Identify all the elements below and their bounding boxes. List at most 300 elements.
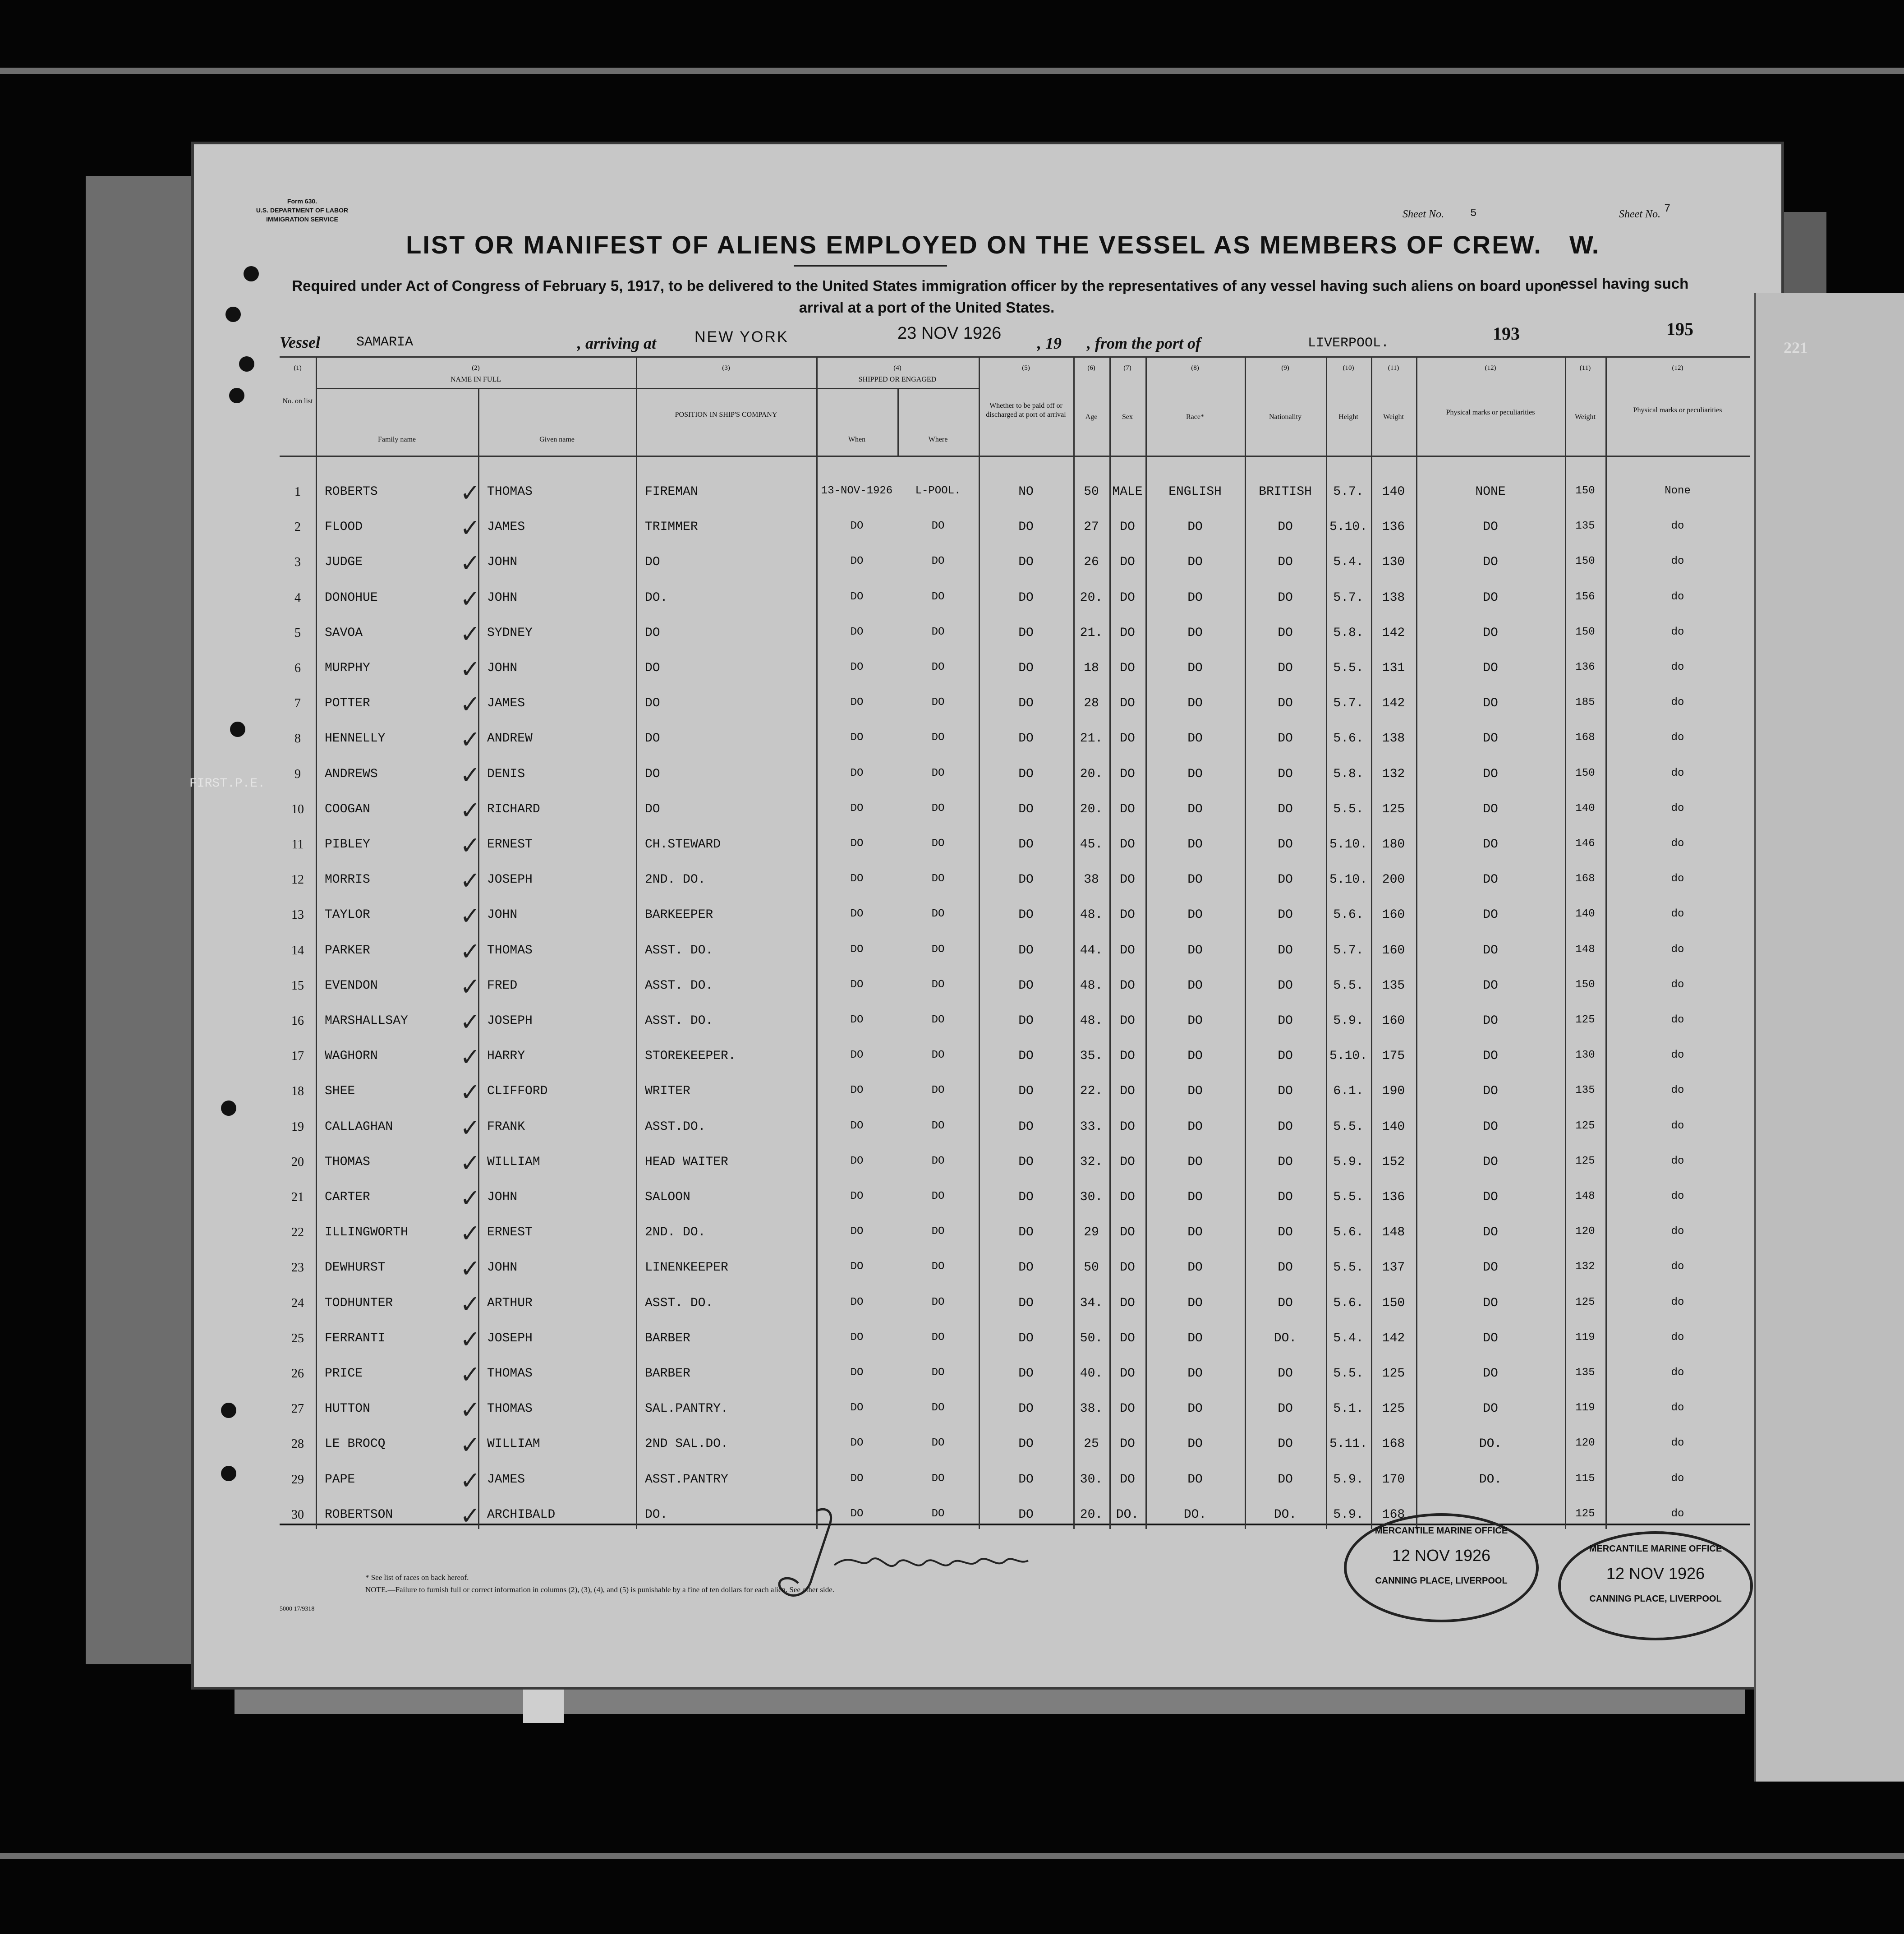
cell-physical-marks: DO.	[1479, 1437, 1502, 1451]
cell-height: 5.5.	[1333, 1190, 1364, 1204]
cell-weight: 180	[1382, 838, 1405, 852]
cell-weight-right: 140	[1575, 802, 1595, 815]
col-header-no: No. on list	[282, 397, 313, 405]
print-code: 5000 17/9318	[280, 1606, 315, 1612]
cell-physical-marks: DO	[1483, 1261, 1498, 1275]
cell-age: 20.	[1080, 802, 1103, 816]
cell-race: DO	[1187, 1190, 1203, 1204]
cell-height: 5.5.	[1333, 1367, 1364, 1381]
page-title: LIST OR MANIFEST OF ALIENS EMPLOYED ON THE VESSEL AS MEMBERS OF CREW.	[406, 230, 1542, 259]
cell-given-name: JOHN	[487, 555, 518, 570]
cell-age: 29	[1084, 1225, 1099, 1240]
cell-given-name: JOHN	[487, 908, 518, 922]
cell-weight-right: 130	[1575, 1049, 1595, 1062]
colnum-10: (10)	[1343, 364, 1354, 372]
cell-race: DO	[1187, 1225, 1203, 1240]
cell-weight: 190	[1382, 1084, 1405, 1099]
cell-given-name: ERNEST	[487, 1225, 533, 1240]
check-mark: ✓	[460, 656, 481, 683]
cell-shipped-where: DO	[931, 732, 945, 744]
cell-height: 5.9.	[1333, 1472, 1364, 1487]
cell-marks-right: do	[1671, 1190, 1684, 1202]
cell-family-name: WAGHORN	[325, 1049, 378, 1064]
stamp-1-top: MERCANTILE MARINE OFFICE	[1375, 1526, 1508, 1536]
cell-height: 5.8.	[1333, 767, 1364, 781]
cell-age: 30.	[1080, 1472, 1103, 1487]
cell-weight: 125	[1382, 802, 1405, 816]
col-header-height: Height	[1338, 413, 1358, 421]
cell-shipped-when: DO	[850, 1084, 864, 1097]
cell-height: 5.5.	[1333, 1261, 1364, 1275]
colnum-1: (1)	[294, 364, 302, 372]
table-row	[194, 1220, 1781, 1248]
col-header-given: Given name	[539, 436, 575, 443]
cell-marks-right: do	[1671, 1119, 1684, 1132]
cell-marks-right: do	[1671, 978, 1684, 991]
cell-race: DO	[1187, 590, 1203, 605]
cell-nationality: DO	[1278, 802, 1293, 816]
cell-family-name: JUDGE	[325, 555, 363, 570]
cell-race: DO	[1187, 1261, 1203, 1275]
cell-given-name: JOHN	[487, 1190, 518, 1204]
stamp-1-bottom: CANNING PLACE, LIVERPOOL	[1375, 1576, 1508, 1586]
check-mark: ✓	[460, 1079, 481, 1106]
cell-row-number: 5	[294, 626, 301, 640]
check-mark: ✓	[460, 797, 481, 824]
cell-physical-marks: DO	[1483, 732, 1498, 746]
cell-weight: 168	[1382, 1507, 1405, 1522]
stamp-2-bottom: CANNING PLACE, LIVERPOOL	[1589, 1594, 1722, 1604]
cell-row-number: 12	[291, 873, 304, 887]
cell-nationality: DO	[1278, 1049, 1293, 1064]
cell-given-name: ARTHUR	[487, 1296, 533, 1310]
cell-position: BARBER	[645, 1331, 690, 1345]
cell-sex: DO	[1120, 732, 1135, 746]
cell-physical-marks: DO	[1483, 1402, 1498, 1416]
cell-weight-right: 119	[1575, 1402, 1595, 1414]
col-header-shipped: SHIPPED OR ENGAGED	[858, 376, 937, 383]
cell-age: 20.	[1080, 590, 1103, 605]
cell-nationality: DO	[1278, 1402, 1293, 1416]
table-row	[194, 585, 1781, 612]
check-mark: ✓	[460, 1432, 481, 1459]
cell-physical-marks: DO	[1483, 802, 1498, 816]
margin-note: FIRST.P.E.	[189, 777, 266, 791]
cell-height: 5.9.	[1333, 1155, 1364, 1169]
cell-shipped-when: 13-NOV-1926	[821, 485, 893, 497]
cell-row-number: 11	[291, 838, 304, 852]
cell-shipped-where: DO	[931, 908, 945, 921]
cell-age: 45.	[1080, 838, 1103, 852]
cell-sex: DO	[1120, 590, 1135, 605]
table-row	[194, 1149, 1781, 1177]
cell-age: 18	[1084, 661, 1099, 675]
arriving-port: NEW YORK	[694, 328, 789, 345]
cell-physical-marks: DO	[1483, 626, 1498, 640]
cell-marks-right: do	[1671, 838, 1684, 850]
cell-given-name: FRANK	[487, 1119, 525, 1134]
cell-position: FIREMAN	[645, 485, 698, 499]
cell-family-name: EVENDON	[325, 978, 378, 993]
cell-nationality: DO	[1278, 1155, 1293, 1169]
check-mark: ✓	[460, 550, 481, 577]
cell-position: DO	[645, 696, 660, 711]
punch-hole	[229, 388, 244, 403]
cell-family-name: ROBERTS	[325, 485, 378, 499]
cell-family-name: DONOHUE	[325, 590, 378, 605]
cell-sex: DO	[1120, 1084, 1135, 1099]
cell-sex: DO	[1120, 838, 1135, 852]
cell-height: 6.1.	[1333, 1084, 1364, 1099]
cell-weight: 200	[1382, 873, 1405, 887]
cell-position: CH.STEWARD	[645, 838, 721, 852]
cell-race: DO	[1187, 520, 1203, 534]
cell-race: DO	[1187, 1296, 1203, 1310]
cell-marks-right: do	[1671, 1367, 1684, 1379]
cell-row-number: 23	[291, 1261, 304, 1275]
cell-race: DO	[1187, 626, 1203, 640]
table-header-rule	[280, 456, 1750, 457]
cell-height: 5.6.	[1333, 732, 1364, 746]
table-row	[194, 973, 1781, 1000]
page-subtitle: Required under Act of Congress of February 5, 1917, to be delivered to the United States immigration officer by the representatives of any vessel having such aliens on board upon arrival at a port of the United States.	[292, 277, 1562, 316]
departure-port: LIVERPOOL.	[1308, 336, 1389, 351]
cell-nationality: DO	[1278, 908, 1293, 922]
cell-position: BARBER	[645, 1367, 690, 1381]
cell-paid-off: DO	[1018, 661, 1034, 675]
check-mark: ✓	[460, 479, 481, 507]
punch-hole	[230, 722, 245, 737]
name-header-rule	[316, 388, 834, 389]
punch-hole	[221, 1403, 236, 1418]
cell-row-number: 24	[291, 1296, 304, 1310]
cell-marks-right: do	[1671, 1014, 1684, 1026]
cell-row-number: 29	[291, 1472, 304, 1487]
cell-race: DO.	[1183, 1507, 1207, 1522]
cell-weight: 136	[1382, 1190, 1405, 1204]
cell-shipped-where: DO	[931, 1402, 945, 1414]
cell-height: 5.10.	[1329, 873, 1367, 887]
cell-marks-right: do	[1671, 626, 1684, 638]
cell-position: DO.	[645, 590, 668, 605]
cell-position: ASST.PANTRY	[645, 1472, 728, 1487]
cell-physical-marks: DO	[1483, 1049, 1498, 1064]
cell-shipped-when: DO	[850, 1119, 864, 1132]
colnum-5: (5)	[1022, 364, 1030, 372]
cell-family-name: CARTER	[325, 1190, 370, 1204]
cell-race: DO	[1187, 661, 1203, 675]
check-mark: ✓	[460, 620, 481, 648]
cell-shipped-where: DO	[931, 1367, 945, 1379]
cell-family-name: FLOOD	[325, 520, 363, 534]
cell-nationality: DO	[1278, 661, 1293, 675]
colnum-6: (6)	[1087, 364, 1095, 372]
cell-sex: DO	[1120, 908, 1135, 922]
cell-physical-marks: DO.	[1479, 1472, 1502, 1487]
cell-family-name: HENNELLY	[325, 732, 386, 746]
cell-paid-off: DO	[1018, 626, 1034, 640]
cell-marks-right: do	[1671, 802, 1684, 815]
cell-physical-marks: DO	[1483, 1367, 1498, 1381]
cell-shipped-where: DO	[931, 590, 945, 603]
cell-family-name: COOGAN	[325, 802, 370, 816]
cell-weight-right: 168	[1575, 873, 1595, 885]
cell-family-name: HUTTON	[325, 1402, 370, 1416]
cell-height: 5.4.	[1333, 555, 1364, 570]
table-row	[194, 1044, 1781, 1071]
cell-shipped-when: DO	[850, 873, 864, 885]
cell-position: ASST. DO.	[645, 1296, 713, 1310]
cell-paid-off: DO	[1018, 1437, 1034, 1451]
cell-shipped-where: DO	[931, 1155, 945, 1167]
cell-shipped-where: DO	[931, 626, 945, 638]
cell-sex: DO	[1120, 1190, 1135, 1204]
cell-height: 5.11.	[1329, 1437, 1367, 1451]
cell-race: DO	[1187, 873, 1203, 887]
cell-age: 28	[1084, 696, 1099, 711]
cell-shipped-when: DO	[850, 908, 864, 921]
cell-paid-off: DO	[1018, 1261, 1034, 1275]
cell-shipped-when: DO	[850, 1472, 864, 1485]
cell-height: 5.1.	[1333, 1402, 1364, 1416]
cell-row-number: 18	[291, 1084, 304, 1099]
cell-given-name: JOSEPH	[487, 873, 533, 887]
cell-shipped-where: DO	[931, 661, 945, 673]
cell-family-name: DEWHURST	[325, 1261, 386, 1275]
col-header-position: POSITION IN SHIP'S COMPANY	[675, 411, 777, 419]
page-title-right: W.	[1569, 230, 1599, 259]
cell-race: DO	[1187, 978, 1203, 993]
cell-weight-right: 125	[1575, 1507, 1595, 1520]
table-row	[194, 938, 1781, 965]
cell-position: DO	[645, 661, 660, 675]
cell-weight: 135	[1382, 978, 1405, 993]
cell-shipped-where: DO	[931, 1507, 945, 1520]
stamp-2-date: 12 NOV 1926	[1606, 1564, 1705, 1583]
cell-given-name: THOMAS	[487, 943, 533, 958]
cell-sex: DO	[1120, 1225, 1135, 1240]
cell-sex: DO	[1120, 767, 1135, 781]
cell-shipped-when: DO	[850, 1402, 864, 1414]
cell-weight: 131	[1382, 661, 1405, 675]
cell-family-name: LE BROCQ	[325, 1437, 386, 1451]
cell-row-number: 16	[291, 1014, 304, 1028]
cell-age: 35.	[1080, 1049, 1103, 1064]
shipped-header-rule	[816, 388, 979, 389]
cell-shipped-where: DO	[931, 1296, 945, 1308]
cell-sex: DO	[1120, 978, 1135, 993]
cell-height: 5.9.	[1333, 1507, 1364, 1522]
cell-paid-off: DO	[1018, 1225, 1034, 1240]
cell-age: 30.	[1080, 1190, 1103, 1204]
cell-race: DO	[1187, 1155, 1203, 1169]
cell-marks-right: None	[1665, 485, 1691, 497]
cell-shipped-when: DO	[850, 943, 864, 956]
cell-shipped-when: DO	[850, 626, 864, 638]
colnum-3: (3)	[722, 364, 730, 372]
vessel-name: SAMARIA	[356, 335, 414, 350]
colnum-11: (11)	[1388, 364, 1399, 372]
cell-row-number: 1	[294, 485, 301, 499]
punch-hole	[221, 1466, 236, 1481]
colnum-12: (12)	[1485, 364, 1496, 372]
table-row	[194, 550, 1781, 577]
cell-height: 5.7.	[1333, 590, 1364, 605]
cell-weight-right: 120	[1575, 1225, 1595, 1238]
cell-height: 5.6.	[1333, 908, 1364, 922]
check-mark: ✓	[460, 938, 481, 965]
table-row	[194, 1008, 1781, 1036]
cell-position: ASST. DO.	[645, 978, 713, 993]
cell-age: 48.	[1080, 978, 1103, 993]
cell-sex: DO	[1120, 1296, 1135, 1310]
cell-family-name: PARKER	[325, 943, 370, 958]
cell-row-number: 25	[291, 1331, 304, 1345]
cell-nationality: DO	[1278, 873, 1293, 887]
cell-sex: DO	[1120, 1155, 1135, 1169]
cell-sex: DO	[1120, 626, 1135, 640]
table-row	[194, 1396, 1781, 1424]
cell-given-name: JAMES	[487, 520, 525, 534]
cell-position: 2ND SAL.DO.	[645, 1437, 728, 1451]
cell-shipped-when: DO	[850, 1331, 864, 1344]
sheet-number-right: 7	[1664, 203, 1671, 215]
cell-given-name: FRED	[487, 978, 518, 993]
cell-sex: DO	[1120, 661, 1135, 675]
cell-shipped-where: DO	[931, 1261, 945, 1273]
cell-height: 5.10.	[1329, 838, 1367, 852]
cell-given-name: ANDREW	[487, 732, 533, 746]
cell-shipped-when: DO	[850, 802, 864, 815]
cell-weight-right: 168	[1575, 732, 1595, 744]
cell-race: DO	[1187, 1331, 1203, 1345]
table-row	[194, 515, 1781, 542]
cell-weight: 175	[1382, 1049, 1405, 1064]
check-mark: ✓	[460, 726, 481, 754]
cell-race: DO	[1187, 1367, 1203, 1381]
cell-weight-right: 148	[1575, 1190, 1595, 1202]
cell-shipped-where: DO	[931, 1437, 945, 1450]
arriving-label: , arriving at	[577, 334, 657, 352]
cell-physical-marks: NONE	[1475, 485, 1506, 499]
cell-shipped-where: DO	[931, 1119, 945, 1132]
check-mark: ✓	[460, 1361, 481, 1388]
cell-paid-off: DO	[1018, 732, 1034, 746]
cell-marks-right: do	[1671, 943, 1684, 956]
col-header-weight: Weight	[1383, 413, 1404, 421]
cell-nationality: DO.	[1274, 1507, 1297, 1522]
cell-given-name: JAMES	[487, 696, 525, 711]
cell-position: WRITER	[645, 1084, 690, 1099]
cell-family-name: TODHUNTER	[325, 1296, 393, 1310]
cell-position: SAL.PANTRY.	[645, 1402, 728, 1416]
cell-weight-right: 136	[1575, 661, 1595, 673]
cell-physical-marks: DO	[1483, 767, 1498, 781]
cell-weight: 125	[1382, 1402, 1405, 1416]
cell-age: 48.	[1080, 1014, 1103, 1028]
cell-nationality: DO	[1278, 1296, 1293, 1310]
cell-given-name: ERNEST	[487, 838, 533, 852]
cell-shipped-where: DO	[931, 1014, 945, 1026]
cell-marks-right: do	[1671, 1331, 1684, 1344]
cell-age: 33.	[1080, 1119, 1103, 1134]
cell-shipped-when: DO	[850, 1014, 864, 1026]
cell-row-number: 19	[291, 1119, 304, 1134]
cell-race: DO	[1187, 1049, 1203, 1064]
cell-shipped-when: DO	[850, 1367, 864, 1379]
table-row	[194, 1361, 1781, 1388]
footnote-races: * See list of races on back hereof.	[365, 1573, 469, 1582]
cell-sex: DO	[1120, 1367, 1135, 1381]
cell-shipped-when: DO	[850, 1155, 864, 1167]
cell-family-name: MORRIS	[325, 873, 370, 887]
col-header-marks: Physical marks or peculiarities	[1446, 409, 1535, 416]
footnote-note: NOTE.—Failure to furnish full or correct information in columns (2), (3), (4), and (5) is punishable by a fine of ten dollars for each alien. See other side.	[365, 1585, 835, 1594]
department: U.S. DEPARTMENT OF LABOR	[256, 207, 349, 214]
sheet-label-right: Sheet No.	[1619, 208, 1660, 220]
cell-sex: MALE	[1112, 485, 1143, 499]
cell-position: DO.	[645, 1507, 668, 1522]
page-subtitle-right: essel having such	[1560, 275, 1689, 292]
check-mark: ✓	[460, 973, 481, 1000]
stamp-1-date: 12 NOV 1926	[1392, 1546, 1491, 1565]
cell-height: 5.5.	[1333, 661, 1364, 675]
year-label: , 19	[1037, 334, 1062, 352]
cell-row-number: 10	[291, 802, 304, 816]
cell-physical-marks: DO	[1483, 555, 1498, 570]
cell-weight-right: 150	[1575, 978, 1595, 991]
cell-nationality: DO	[1278, 767, 1293, 781]
cell-marks-right: do	[1671, 873, 1684, 885]
cell-row-number: 14	[291, 943, 304, 958]
cell-physical-marks: DO	[1483, 1084, 1498, 1099]
cell-shipped-when: DO	[850, 1225, 864, 1238]
cell-age: 27	[1084, 520, 1099, 534]
cell-physical-marks: DO	[1483, 1331, 1498, 1345]
cell-sex: DO	[1120, 1119, 1135, 1134]
cell-weight-right: 150	[1575, 767, 1595, 779]
cell-given-name: WILLIAM	[487, 1437, 540, 1451]
cell-sex: DO	[1120, 520, 1135, 534]
check-mark: ✓	[460, 761, 481, 789]
cell-family-name: PAPE	[325, 1472, 355, 1487]
cell-marks-right: do	[1671, 1261, 1684, 1273]
table-top-rule	[280, 356, 1750, 358]
cell-weight: 170	[1382, 1472, 1405, 1487]
cell-paid-off: DO	[1018, 1367, 1034, 1381]
cell-shipped-where: DO	[931, 696, 945, 709]
cell-row-number: 26	[291, 1367, 304, 1381]
cell-shipped-where: L-POOL.	[915, 485, 961, 497]
cell-paid-off: DO	[1018, 873, 1034, 887]
cell-shipped-where: DO	[931, 520, 945, 533]
cell-weight-right: 140	[1575, 908, 1595, 921]
cell-family-name: ROBERTSON	[325, 1507, 393, 1522]
cell-row-number: 22	[291, 1225, 304, 1240]
cell-nationality: DO	[1278, 978, 1293, 993]
cell-family-name: FERRANTI	[325, 1331, 386, 1345]
cell-weight: 148	[1382, 1225, 1405, 1240]
cell-weight-right: 120	[1575, 1437, 1595, 1450]
cell-marks-right: do	[1671, 1437, 1684, 1450]
col-header-family: Family name	[378, 436, 416, 443]
cell-race: DO	[1187, 838, 1203, 852]
check-mark: ✓	[460, 1502, 481, 1529]
cell-given-name: THOMAS	[487, 1402, 533, 1416]
check-mark: ✓	[460, 903, 481, 930]
cell-paid-off: DO	[1018, 1507, 1034, 1522]
cell-shipped-where: DO	[931, 555, 945, 568]
